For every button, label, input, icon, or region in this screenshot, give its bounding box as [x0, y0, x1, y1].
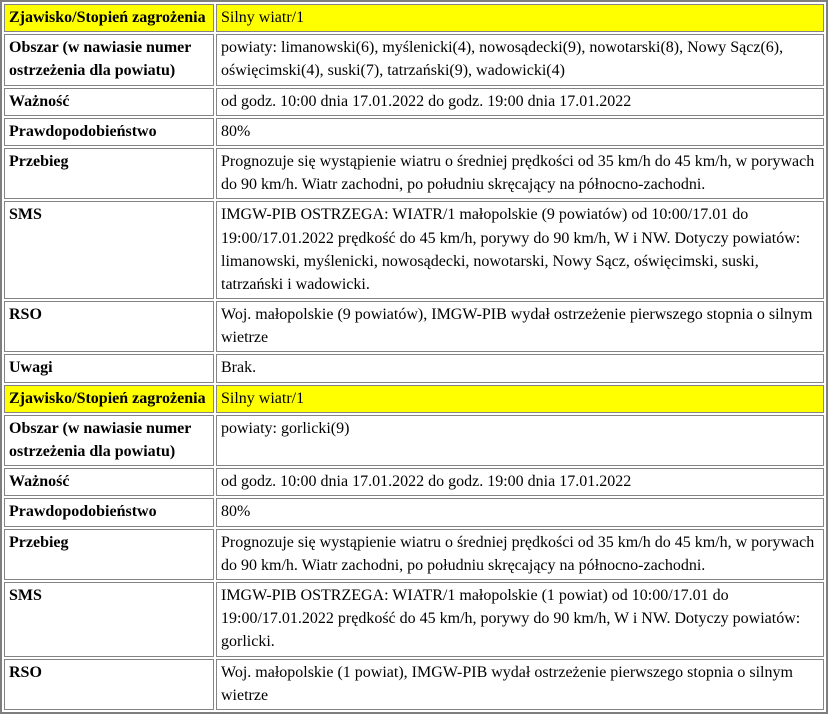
row-label: Obszar (w nawiasie numer ostrzeżenia dla powiatu): [4, 34, 214, 85]
row-label: RSO: [4, 301, 214, 352]
row-value: 80%: [216, 498, 824, 526]
row-label: Prawdopodobieństwo: [4, 498, 214, 526]
row-label: SMS: [4, 582, 214, 657]
table-row: [4, 354, 824, 382]
row-value: powiaty: limanowski(6), myślenicki(4), nowosądecki(9), nowotarski(8), Nowy Sącz(6), oświęcimski(4), suski(7), tatrzański(9), wadowicki(4): [216, 34, 824, 85]
row-label: RSO: [4, 659, 214, 710]
row-label: Ważność: [4, 88, 214, 116]
warnings-table-body: [4, 4, 824, 710]
row-label: Zjawisko/Stopień zagrożenia: [4, 385, 214, 413]
table-row: [4, 118, 824, 146]
table-row: [4, 201, 824, 299]
table-row: [4, 34, 824, 85]
row-value: od godz. 10:00 dnia 17.01.2022 do godz. 19:00 dnia 17.01.2022: [216, 468, 824, 496]
row-value: IMGW-PIB OSTRZEGA: WIATR/1 małopolskie (9 powiatów) od 10:00/17.01 do 19:00/17.01.2022 prędkość do 45 km/h, porywy do 90 km/h, W i NW. Dotyczy powiatów: limanowski, myślenicki, nowosądecki, nowotarski, Nowy Sącz, oświęcimski, suski, tatrzański i wadowicki.: [216, 201, 824, 299]
row-value: Prognozuje się wystąpienie wiatru o średniej prędkości od 35 km/h do 45 km/h, w porywach do 90 km/h. Wiatr zachodni, po południu skręcający na północno-zachodni.: [216, 529, 824, 580]
row-label: Prawdopodobieństwo: [4, 118, 214, 146]
table-row: [4, 659, 824, 710]
row-label: Ważność: [4, 468, 214, 496]
table-row: [4, 385, 824, 413]
row-value: Woj. małopolskie (9 powiatów), IMGW-PIB wydał ostrzeżenie pierwszego stopnia o silnym wietrze: [216, 301, 824, 352]
table-row: [4, 301, 824, 352]
table-row: [4, 582, 824, 657]
row-label: Uwagi: [4, 354, 214, 382]
table-row: [4, 148, 824, 199]
table-row: [4, 415, 824, 466]
row-value: Woj. małopolskie (1 powiat), IMGW-PIB wydał ostrzeżenie pierwszego stopnia o silnym wietrze: [216, 659, 824, 710]
row-value: Silny wiatr/1: [216, 385, 824, 413]
row-label: Zjawisko/Stopień zagrożenia: [4, 4, 214, 32]
table-row: [4, 4, 824, 32]
row-value: Silny wiatr/1: [216, 4, 824, 32]
table-row: [4, 498, 824, 526]
row-label: Przebieg: [4, 148, 214, 199]
row-value: powiaty: gorlicki(9): [216, 415, 824, 466]
row-value: 80%: [216, 118, 824, 146]
table-row: [4, 529, 824, 580]
row-label: Przebieg: [4, 529, 214, 580]
table-row: [4, 88, 824, 116]
row-value: Prognozuje się wystąpienie wiatru o średniej prędkości od 35 km/h do 45 km/h, w porywach do 90 km/h. Wiatr zachodni, po południu skręcający na północno-zachodni.: [216, 148, 824, 199]
row-value: od godz. 10:00 dnia 17.01.2022 do godz. 19:00 dnia 17.01.2022: [216, 88, 824, 116]
row-value: Brak.: [216, 354, 824, 382]
row-label: SMS: [4, 201, 214, 299]
table-row: [4, 468, 824, 496]
row-label: Obszar (w nawiasie numer ostrzeżenia dla powiatu): [4, 415, 214, 466]
row-value: IMGW-PIB OSTRZEGA: WIATR/1 małopolskie (1 powiat) od 10:00/17.01 do 19:00/17.01.2022 prędkość do 45 km/h, porywy do 90 km/h, W i NW. Dotyczy powiatów: gorlicki.: [216, 582, 824, 657]
